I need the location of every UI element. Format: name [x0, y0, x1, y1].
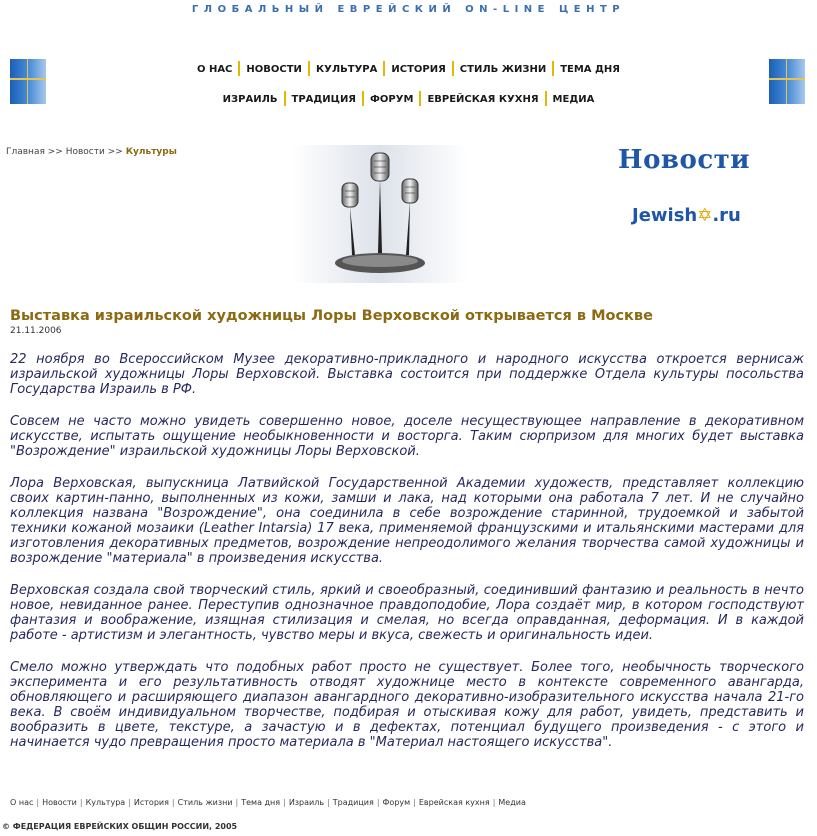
footer-separator: |: [36, 798, 40, 807]
news-logo[interactable]: Новости: [618, 145, 751, 175]
jewish-logo-domain: .ru: [712, 205, 741, 226]
footer-separator: |: [376, 798, 380, 807]
footer-link-culture[interactable]: Культура: [85, 798, 126, 807]
site-title: ГЛОБАЛЬНЫЙ ЕВРЕЙСКИЙ ON-LINE ЦЕНТР: [191, 4, 626, 15]
breadcrumb-separator: >>: [107, 147, 123, 157]
article-body: [10, 352, 804, 767]
nav-media[interactable]: МЕДИА: [552, 93, 595, 105]
article-title: Выставка израильской художницы Лоры Верховской открывается в Москве: [10, 308, 653, 324]
breadcrumb-news[interactable]: Новости: [65, 147, 105, 157]
footer-link-news[interactable]: Новости: [42, 798, 77, 807]
nav-history[interactable]: ИСТОРИЯ: [391, 63, 446, 75]
footer-separator: |: [128, 798, 131, 807]
main-nav-row-2: [0, 91, 817, 106]
copyright: © ФЕДЕРАЦИЯ ЕВРЕЙСКИХ ОБЩИН РОССИИ, 2005: [2, 822, 238, 831]
article-paragraph: Верховская создала свой творческий стиль, яркий и своеобразный, соединивший фантазию и реальность в нечто новое, невиданное ранее. Переступив однозначное правдоподобие, Лора создаёт мир, в котором господствуют фантазия и воображение, изящная стилизация и смелая, но всегда оправданная, деформация. И в каждой работе - артистизм и элегантность, чувство меры и вкуса, свежесть и оригинальность идеи.: [10, 583, 804, 643]
nav-jewish-cuisine[interactable]: ЕВРЕЙСКАЯ КУХНЯ: [427, 93, 539, 105]
nav-israel[interactable]: ИЗРАИЛЬ: [222, 93, 278, 105]
footer-separator: |: [413, 798, 416, 807]
footer-link-jewish-cuisine[interactable]: Еврейская кухня: [418, 798, 490, 807]
footer-separator: |: [327, 798, 330, 807]
footer-link-about[interactable]: О нас: [10, 798, 34, 807]
footer-link-lifestyle[interactable]: Стиль жизни: [177, 798, 233, 807]
footer-separator: |: [171, 798, 175, 807]
nav-lifestyle[interactable]: СТИЛЬ ЖИЗНИ: [459, 63, 547, 75]
footer-link-forum[interactable]: Форум: [382, 798, 411, 807]
footer-link-tradition[interactable]: Традиция: [332, 798, 374, 807]
footer-links: [10, 798, 526, 807]
article-paragraph: Совсем не часто можно увидеть совершенно новое, доселе несуществующее направление в декоративном искусстве, испытать ощущение необыкновенности и восторга. Таким сюрпризом для многих будет выставка "Возрождение" израильской художницы Лоры Верховской.: [10, 414, 804, 459]
jewish-ru-logo[interactable]: [632, 205, 741, 226]
footer-separator: |: [235, 798, 239, 807]
breadcrumb: [6, 147, 177, 157]
footer-separator: |: [283, 798, 286, 807]
breadcrumb-current: Культуры: [125, 147, 177, 157]
article-paragraph: Смело можно утверждать что подобных работ просто не существует. Более того, необычность творческого эксперимента и его результативность отводят художнице место в контексте современного авангарда, обновляющего и расширяющего диапазон авангардного декоративно-изобразительного искусства начала 21-го века. В своём индивидуальном творчестве, подбирая и отыскивая кожу для работ, увидеть, представить и вообразить в цвете, текстуре, а зачастую и в дефектах, потенциал будущего произведения - с этого и начинается чудо превращения просто материала в "Материал настоящего искусства".: [10, 660, 804, 750]
footer-link-history[interactable]: История: [133, 798, 169, 807]
nav-about[interactable]: О НАС: [196, 63, 233, 75]
footer-separator: |: [79, 798, 83, 807]
footer-separator: |: [492, 798, 496, 807]
nav-news[interactable]: НОВОСТИ: [246, 63, 302, 75]
jewish-logo-text: Jewish: [632, 205, 698, 226]
main-nav-row-1: [0, 61, 817, 76]
breadcrumb-home[interactable]: Главная: [6, 147, 45, 157]
star-of-david-icon: ✡: [697, 205, 713, 226]
footer-link-media[interactable]: Медиа: [498, 798, 526, 807]
footer-link-israel[interactable]: Израиль: [288, 798, 325, 807]
article-paragraph: Лора Верховская, выпускница Латвийской Государственной Академии художеств, представляет коллекцию своих картин-панно, выполненных из кожи, замши и лака, над которыми она работала 7 лет. И не случайно коллекция названа "Возрождение", она соединила в себе возрождение старинной, трудоемкой и забытой техники кожаной мозаики (Leather Intarsia) 17 века, применяемой французскими и итальянскими мастерами для изготовления декоративных предметов, возрождение непреодолимого желания творчества самой художницы и возрождение "материала" в произведения искусства.: [10, 476, 804, 566]
article-date: 21.11.2006: [10, 326, 62, 336]
nav-topic-of-day[interactable]: ТЕМА ДНЯ: [560, 63, 621, 75]
breadcrumb-separator: >>: [47, 147, 63, 157]
footer-link-topic-of-day[interactable]: Тема дня: [241, 798, 281, 807]
nav-tradition[interactable]: ТРАДИЦИЯ: [291, 93, 357, 105]
microphones-illustration: [292, 145, 467, 283]
nav-culture[interactable]: КУЛЬТУРА: [315, 63, 378, 75]
article-paragraph: 22 ноября во Всероссийском Музее декоративно-прикладного и народного искусства откроется вернисаж израильской художницы Лоры Верховской. Выставка состоится при поддержке Отдела культуры посольства Государства Израиль в РФ.: [10, 352, 804, 397]
nav-forum[interactable]: ФОРУМ: [370, 93, 414, 105]
